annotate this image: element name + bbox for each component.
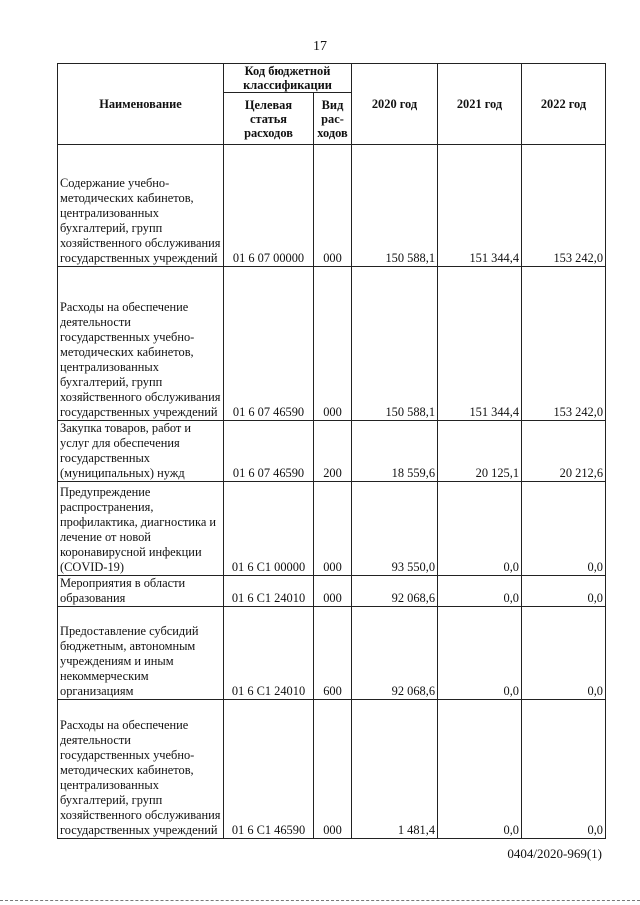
row-name-cell: Расходы на обеспечение деятельности государственных учебно-методических кабинетов, централизованных бухгалтерий, групп хозяйственного обслуживания государственных учреждений bbox=[58, 267, 224, 421]
row-expense-type-cell: 000 bbox=[314, 267, 352, 421]
row-target-code-cell: 01 6 C1 24010 bbox=[224, 607, 314, 700]
row-name-cell: Расходы на обеспечение деятельности государственных учебно-методических кабинетов, централизованных бухгалтерий, групп хозяйственного обслуживания государственных учреждений bbox=[58, 700, 224, 839]
row-expense-type-cell: 200 bbox=[314, 421, 352, 482]
budget-table bbox=[57, 63, 606, 839]
row-year-2021-cell: 20 125,1 bbox=[438, 421, 522, 482]
row-expense-type-cell: 000 bbox=[314, 482, 352, 576]
row-expense-type-cell: 000 bbox=[314, 700, 352, 839]
row-year-2021-cell: 0,0 bbox=[438, 576, 522, 607]
row-target-code-cell: 01 6 07 46590 bbox=[224, 421, 314, 482]
table-row bbox=[58, 607, 606, 700]
row-name-cell: Предоставление субсидий бюджетным, автономным учреждениям и иным некоммерческим организациям bbox=[58, 607, 224, 700]
row-year-2020-cell: 150 588,1 bbox=[352, 145, 438, 267]
row-year-2020-cell: 1 481,4 bbox=[352, 700, 438, 839]
row-year-2020-cell: 150 588,1 bbox=[352, 267, 438, 421]
header-year-2021: 2021 год bbox=[438, 64, 522, 145]
table-row bbox=[58, 145, 606, 267]
row-target-code-cell: 01 6 07 46590 bbox=[224, 267, 314, 421]
row-target-code-cell: 01 6 07 00000 bbox=[224, 145, 314, 267]
row-target-code-cell: 01 6 C1 46590 bbox=[224, 700, 314, 839]
table-row bbox=[58, 700, 606, 839]
row-year-2021-cell: 151 344,4 bbox=[438, 145, 522, 267]
row-expense-type-cell: 600 bbox=[314, 607, 352, 700]
document-code: 0404/2020-969(1) bbox=[507, 846, 602, 861]
row-year-2021-cell: 0,0 bbox=[438, 700, 522, 839]
row-year-2021-cell: 0,0 bbox=[438, 482, 522, 576]
row-expense-type-cell: 000 bbox=[314, 576, 352, 607]
row-target-code-cell: 01 6 C1 24010 bbox=[224, 576, 314, 607]
row-year-2022-cell: 0,0 bbox=[522, 482, 606, 576]
header-code-group: Код бюджетной классификации bbox=[224, 64, 352, 93]
row-year-2022-cell: 153 242,0 bbox=[522, 267, 606, 421]
row-expense-type-cell: 000 bbox=[314, 145, 352, 267]
row-year-2022-cell: 153 242,0 bbox=[522, 145, 606, 267]
row-year-2021-cell: 151 344,4 bbox=[438, 267, 522, 421]
row-year-2022-cell: 0,0 bbox=[522, 700, 606, 839]
table-row bbox=[58, 421, 606, 482]
header-target-article: Целевая статья расходов bbox=[224, 93, 314, 145]
table-row bbox=[58, 267, 606, 421]
header-expense-type: Вид рас-ходов bbox=[314, 93, 352, 145]
row-year-2020-cell: 18 559,6 bbox=[352, 421, 438, 482]
row-name-cell: Мероприятия в области образования bbox=[58, 576, 224, 607]
table-row bbox=[58, 482, 606, 576]
row-year-2020-cell: 92 068,6 bbox=[352, 576, 438, 607]
header-year-2022: 2022 год bbox=[522, 64, 606, 145]
header-name: Наименование bbox=[58, 64, 224, 145]
row-year-2022-cell: 0,0 bbox=[522, 607, 606, 700]
row-name-cell: Предупреждение распространения, профилактика, диагностика и лечение от новой коронавирусной инфекции (COVID-19) bbox=[58, 482, 224, 576]
row-year-2021-cell: 0,0 bbox=[438, 607, 522, 700]
page-number: 17 bbox=[313, 39, 327, 54]
table-row bbox=[58, 576, 606, 607]
row-name-cell: Закупка товаров, работ и услуг для обеспечения государственных (муниципальных) нужд bbox=[58, 421, 224, 482]
row-target-code-cell: 01 6 C1 00000 bbox=[224, 482, 314, 576]
scan-edge-divider bbox=[0, 900, 640, 901]
row-year-2022-cell: 0,0 bbox=[522, 576, 606, 607]
row-name-cell: Содержание учебно-методических кабинетов, централизованных бухгалтерий, групп хозяйственного обслуживания государственных учреждений bbox=[58, 145, 224, 267]
header-year-2020: 2020 год bbox=[352, 64, 438, 145]
row-year-2020-cell: 92 068,6 bbox=[352, 607, 438, 700]
row-year-2022-cell: 20 212,6 bbox=[522, 421, 606, 482]
row-year-2020-cell: 93 550,0 bbox=[352, 482, 438, 576]
